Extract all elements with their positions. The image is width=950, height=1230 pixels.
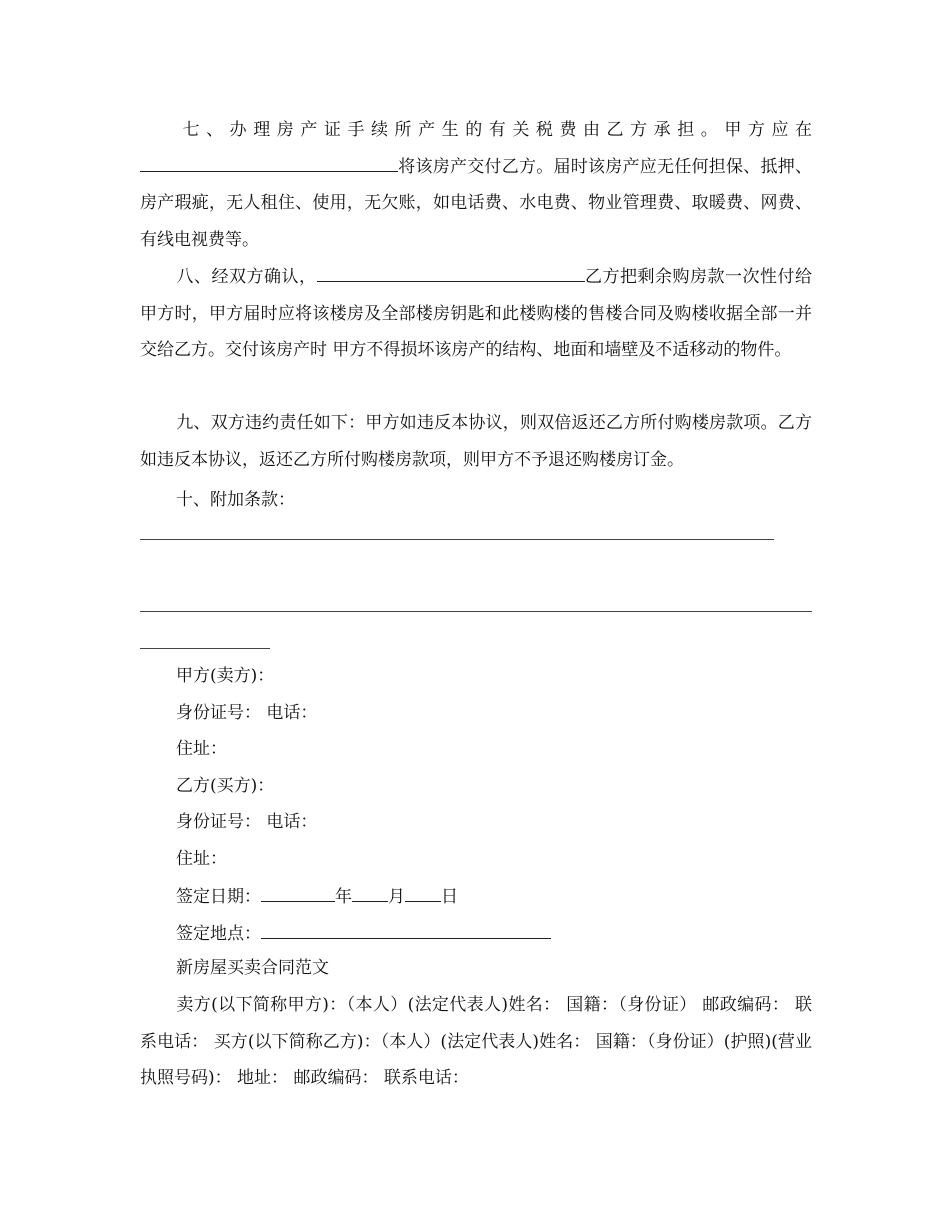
sign-day-blank[interactable]	[405, 884, 441, 902]
sign-year-blank[interactable]	[261, 884, 335, 902]
clause-7-text-2: 将该房产交付乙方。届时该房产应无任何担保、抵押、房产瑕疵，无人租住、使用，无欠账，如电话费、水电费、物业管理费、取暖费、网费、有线电视费等。	[140, 156, 812, 250]
confirmation-blank[interactable]	[317, 264, 585, 282]
seller-buyer-info-text: 卖方(以下简称甲方)：（本人）(法定代表人)姓名： 国籍：（身份证） 邮政编码： 联系电话： 买方(以下简称乙方)：（本人）(法定代表人)姓名： 国籍：（身份证）(护照)(营业执照号码)： 地址： 邮政编码： 联系电话：	[140, 995, 812, 1088]
party-b-id-phone: 身份证号： 电话：	[176, 812, 318, 832]
sign-year-label: 年	[335, 887, 352, 907]
sign-place-label: 签定地点：	[176, 924, 261, 944]
sign-place-row	[176, 921, 551, 945]
new-contract-title: 新房屋买卖合同范文	[176, 958, 329, 978]
additional-terms-line-1[interactable]	[140, 539, 774, 540]
sign-day-label: 日	[441, 887, 458, 907]
clause-8	[140, 259, 812, 369]
clause-9	[140, 405, 812, 478]
sign-date-row	[176, 884, 458, 908]
clause-7-text-1: 七、办理房产证手续所产生的有关税费由乙方承担。甲方应在	[176, 120, 812, 140]
clause-10-heading: 十、附加条款：	[176, 490, 295, 510]
party-a-id-phone: 身份证号： 电话：	[176, 703, 318, 723]
clause-8-text-1: 八、经双方确认，	[176, 267, 317, 287]
party-a-title: 甲方(卖方)：	[176, 666, 275, 686]
sign-date-label: 签定日期：	[176, 887, 261, 907]
additional-terms-line-3[interactable]	[140, 648, 270, 649]
party-b-title: 乙方(买方)：	[176, 776, 275, 796]
party-a-address: 住址：	[176, 739, 227, 759]
clause-8-text-2: 乙方把剩余购房款一次性付给甲方时，甲方届时应将该楼房及全部楼房钥匙和此楼购楼的售楼合同及购楼收据全部一并交给乙方。交付该房产时 甲方不得损坏该房产的结构、地面和墙壁及不适移动的物件。	[140, 267, 812, 360]
clause-7	[140, 112, 812, 258]
sign-month-blank[interactable]	[352, 884, 388, 902]
clause-9-text: 九、双方违约责任如下：甲方如违反本协议，则双倍返还乙方所付购楼房款项。乙方如违反本协议，返还乙方所付购楼房款项，则甲方不予退还购楼房订金。	[140, 413, 812, 470]
sign-month-label: 月	[388, 887, 405, 907]
sign-place-blank[interactable]	[261, 921, 551, 939]
delivery-date-blank[interactable]	[140, 154, 398, 172]
seller-buyer-info	[140, 987, 812, 1097]
additional-terms-line-2[interactable]	[140, 611, 812, 612]
party-b-address: 住址：	[176, 849, 227, 869]
